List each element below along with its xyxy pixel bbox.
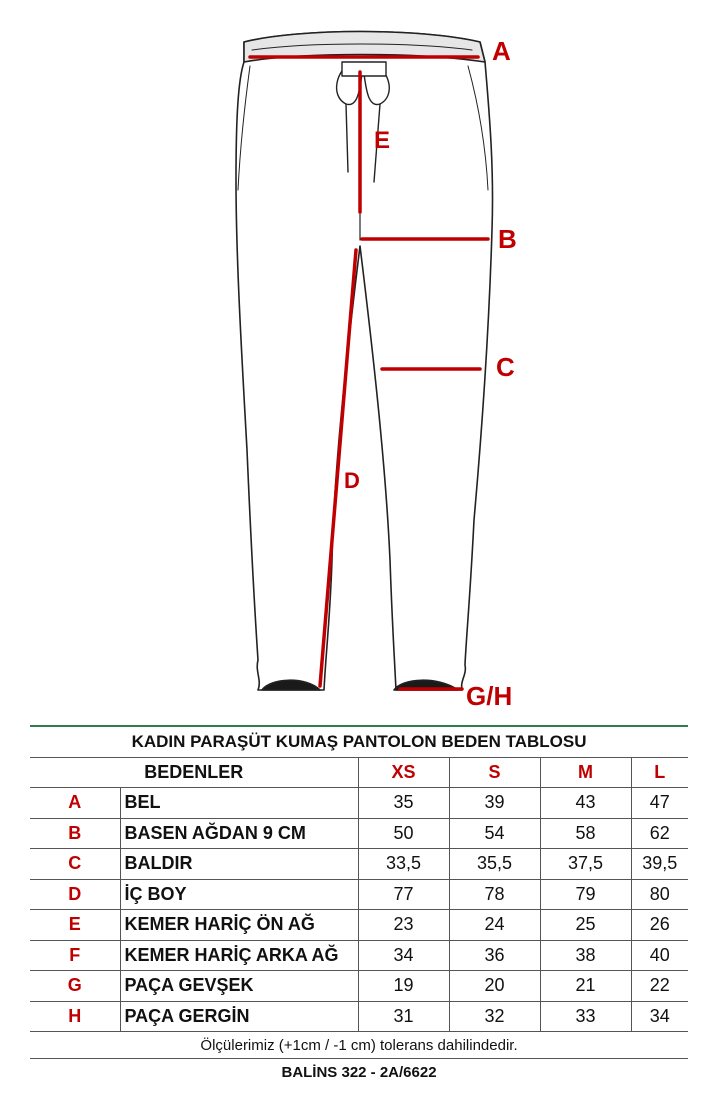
table-row xyxy=(30,1001,688,1032)
size-value: 50 xyxy=(358,818,449,849)
table-row xyxy=(30,879,688,910)
label-c: C xyxy=(496,352,515,382)
size-value: 78 xyxy=(449,879,540,910)
measurement-name: PAÇA GERGİN xyxy=(120,1001,358,1032)
size-value: 38 xyxy=(540,940,631,971)
size-value: 22 xyxy=(631,971,688,1002)
table-row xyxy=(30,971,688,1002)
size-value: 24 xyxy=(449,910,540,941)
size-value: 25 xyxy=(540,910,631,941)
size-header: L xyxy=(631,757,688,788)
size-value: 79 xyxy=(540,879,631,910)
label-a: A xyxy=(492,36,511,66)
measurement-code: A xyxy=(30,788,120,819)
size-value: 20 xyxy=(449,971,540,1002)
pants-outline xyxy=(236,32,493,691)
size-value: 37,5 xyxy=(540,849,631,880)
table-row xyxy=(30,818,688,849)
label-e: E xyxy=(374,127,391,154)
measurement-name: BEL xyxy=(120,788,358,819)
size-value: 40 xyxy=(631,940,688,971)
header-bedenler: BEDENLER xyxy=(30,757,358,788)
size-value: 32 xyxy=(449,1001,540,1032)
measurement-code: D xyxy=(30,879,120,910)
size-value: 54 xyxy=(449,818,540,849)
size-value: 77 xyxy=(358,879,449,910)
label-d: D xyxy=(344,468,360,493)
tolerance-note: Ölçülerimiz (+1cm / -1 cm) tolerans dahilindedir. xyxy=(30,1032,688,1059)
size-value: 23 xyxy=(358,910,449,941)
measurement-name: KEMER HARİÇ ÖN AĞ xyxy=(120,910,358,941)
size-value: 35,5 xyxy=(449,849,540,880)
size-header: XS xyxy=(358,757,449,788)
right-pocket xyxy=(468,66,488,190)
left-cuff xyxy=(262,680,320,690)
measurement-name: PAÇA GEVŞEK xyxy=(120,971,358,1002)
size-value: 62 xyxy=(631,818,688,849)
measurement-code: C xyxy=(30,849,120,880)
table-row xyxy=(30,940,688,971)
table-row xyxy=(30,788,688,819)
size-value: 35 xyxy=(358,788,449,819)
size-value: 47 xyxy=(631,788,688,819)
table-title: KADIN PARAŞÜT KUMAŞ PANTOLON BEDEN TABLOSU xyxy=(30,726,688,757)
measurement-code: B xyxy=(30,818,120,849)
size-value: 34 xyxy=(358,940,449,971)
size-value: 26 xyxy=(631,910,688,941)
size-value: 58 xyxy=(540,818,631,849)
label-b: B xyxy=(498,224,517,254)
drawstring xyxy=(337,62,390,182)
size-value: 39,5 xyxy=(631,849,688,880)
table-row xyxy=(30,910,688,941)
size-value: 21 xyxy=(540,971,631,1002)
size-header: S xyxy=(449,757,540,788)
size-value: 36 xyxy=(449,940,540,971)
size-value: 43 xyxy=(540,788,631,819)
measurement-code: H xyxy=(30,1001,120,1032)
measurement-name: BALDIR xyxy=(120,849,358,880)
measurement-name: KEMER HARİÇ ARKA AĞ xyxy=(120,940,358,971)
size-header: M xyxy=(540,757,631,788)
measurement-code: E xyxy=(30,910,120,941)
size-value: 31 xyxy=(358,1001,449,1032)
size-value: 33 xyxy=(540,1001,631,1032)
table-header-row xyxy=(30,757,688,788)
measurement-name: İÇ BOY xyxy=(120,879,358,910)
measurement-code: F xyxy=(30,940,120,971)
size-value: 33,5 xyxy=(358,849,449,880)
size-chart-table xyxy=(30,725,688,1085)
size-value: 19 xyxy=(358,971,449,1002)
size-value: 80 xyxy=(631,879,688,910)
size-value: 39 xyxy=(449,788,540,819)
measurement-code: G xyxy=(30,971,120,1002)
label-gh: G/H xyxy=(466,681,513,711)
table-row xyxy=(30,849,688,880)
model-code: BALİNS 322 - 2A/6622 xyxy=(281,1063,437,1081)
measurement-name: BASEN AĞDAN 9 CM xyxy=(120,818,358,849)
size-value: 34 xyxy=(631,1001,688,1032)
